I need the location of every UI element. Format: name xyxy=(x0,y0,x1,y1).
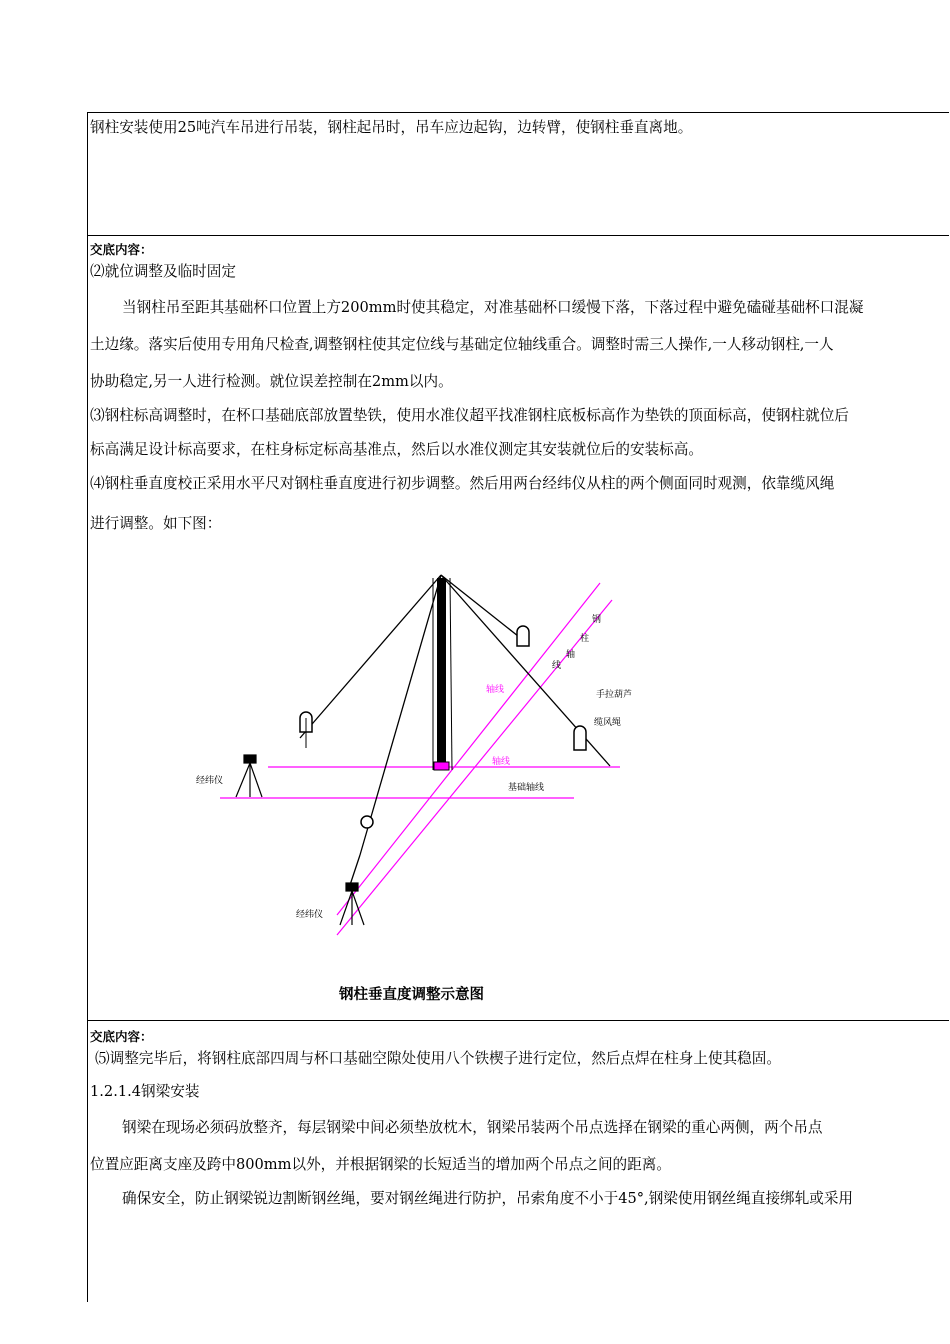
label-guy-rope: 缆风绳 xyxy=(594,718,622,728)
para-line: ⑸调整完毕后，将钢柱底部四周与杯口基础空隙处使用八个铁楔子进行定位，然后点焊在柱身上使其稳固。 xyxy=(95,1050,781,1067)
diagonal-axis-line-1 xyxy=(337,583,600,915)
section-heading: 1.2.1.4钢梁安装 xyxy=(90,1083,200,1100)
para-line: 位置应距离支座及跨中800mm以外，并根据钢梁的长短适当的增加两个吊点之间的距离。 xyxy=(90,1156,671,1173)
hoist-right-top xyxy=(517,626,529,646)
label-hand-hoist: 手拉葫芦 xyxy=(596,690,633,700)
para-line: 标高满足设计标高要求，在柱身标定标高基准点，然后以水准仪测定其安装就位后的安装标高。 xyxy=(90,441,703,458)
label-diag-3: 轴 xyxy=(566,650,576,660)
label-diag-1: 钢 xyxy=(592,615,602,625)
item2-title: ⑵就位调整及临时固定 xyxy=(90,263,236,280)
label-left-instrument: 经纬仪 xyxy=(196,776,224,786)
label-bottom-instrument: 经纬仪 xyxy=(296,910,324,920)
section1-line1: 钢柱安装使用25吨汽车吊进行吊装，钢柱起吊时，吊车应边起钩，边转臂，使钢柱垂直离地。 xyxy=(90,119,693,136)
para-line: ⑷钢柱垂直度校正采用水平尺对钢柱垂直度进行初步调整。然后用两台经纬仪从柱的两个侧面同时观测，依靠缆风绳 xyxy=(90,475,835,492)
magenta-lines xyxy=(220,583,620,935)
theodolite-bottom xyxy=(340,883,364,925)
guy-ropes xyxy=(300,575,610,885)
theodolite-left xyxy=(236,755,262,797)
section2-header: 交底内容： xyxy=(90,242,153,257)
para-line: 土边缘。落实后使用专用角尺检查,调整钢柱使其定位线与基础定位轴线重合。调整时需三人操作,一人移动钢柱,一人 xyxy=(90,336,834,353)
para-line: 进行调整。如下图： xyxy=(90,515,222,532)
para-line: ⑶钢柱标高调整时，在杯口基础底部放置垫铁，使用水准仪超平找准钢柱底板标高作为垫铁的顶面标高，使钢柱就位后 xyxy=(90,407,849,424)
para-line: 确保安全，防止钢梁锐边割断钢丝绳，要对钢丝绳进行防护，吊索角度不小于45°,钢梁使用钢丝绳直接绑轧或采用 xyxy=(122,1190,854,1207)
hoist-bottom xyxy=(361,816,373,828)
label-axis-line-diag: 轴线 xyxy=(486,685,505,695)
label-diag-2: 柱 xyxy=(580,634,590,644)
para-line: 当钢柱吊至距其基础杯口位置上方200mm时使其稳定，对准基础杯口缓慢下落，下落过程中避免磕碰基础杯口混凝 xyxy=(122,299,864,316)
steel-column xyxy=(433,578,452,770)
label-base-axis: 基础轴线 xyxy=(508,783,545,793)
para-line: 协助稳定,另一人进行检测。就位误差控制在2mm以内。 xyxy=(90,373,453,390)
label-diag-4: 线 xyxy=(552,661,562,671)
figure-caption: 钢柱垂直度调整示意图 xyxy=(339,987,484,1003)
hoist-right xyxy=(574,726,586,750)
section3-header: 交底内容： xyxy=(90,1029,153,1044)
para-line: 钢梁在现场必须码放整齐，每层钢梁中间必须垫放枕木，钢梁吊装两个吊点选择在钢梁的重心两侧，两个吊点 xyxy=(122,1119,823,1136)
label-axis-line: 轴线 xyxy=(492,757,511,767)
